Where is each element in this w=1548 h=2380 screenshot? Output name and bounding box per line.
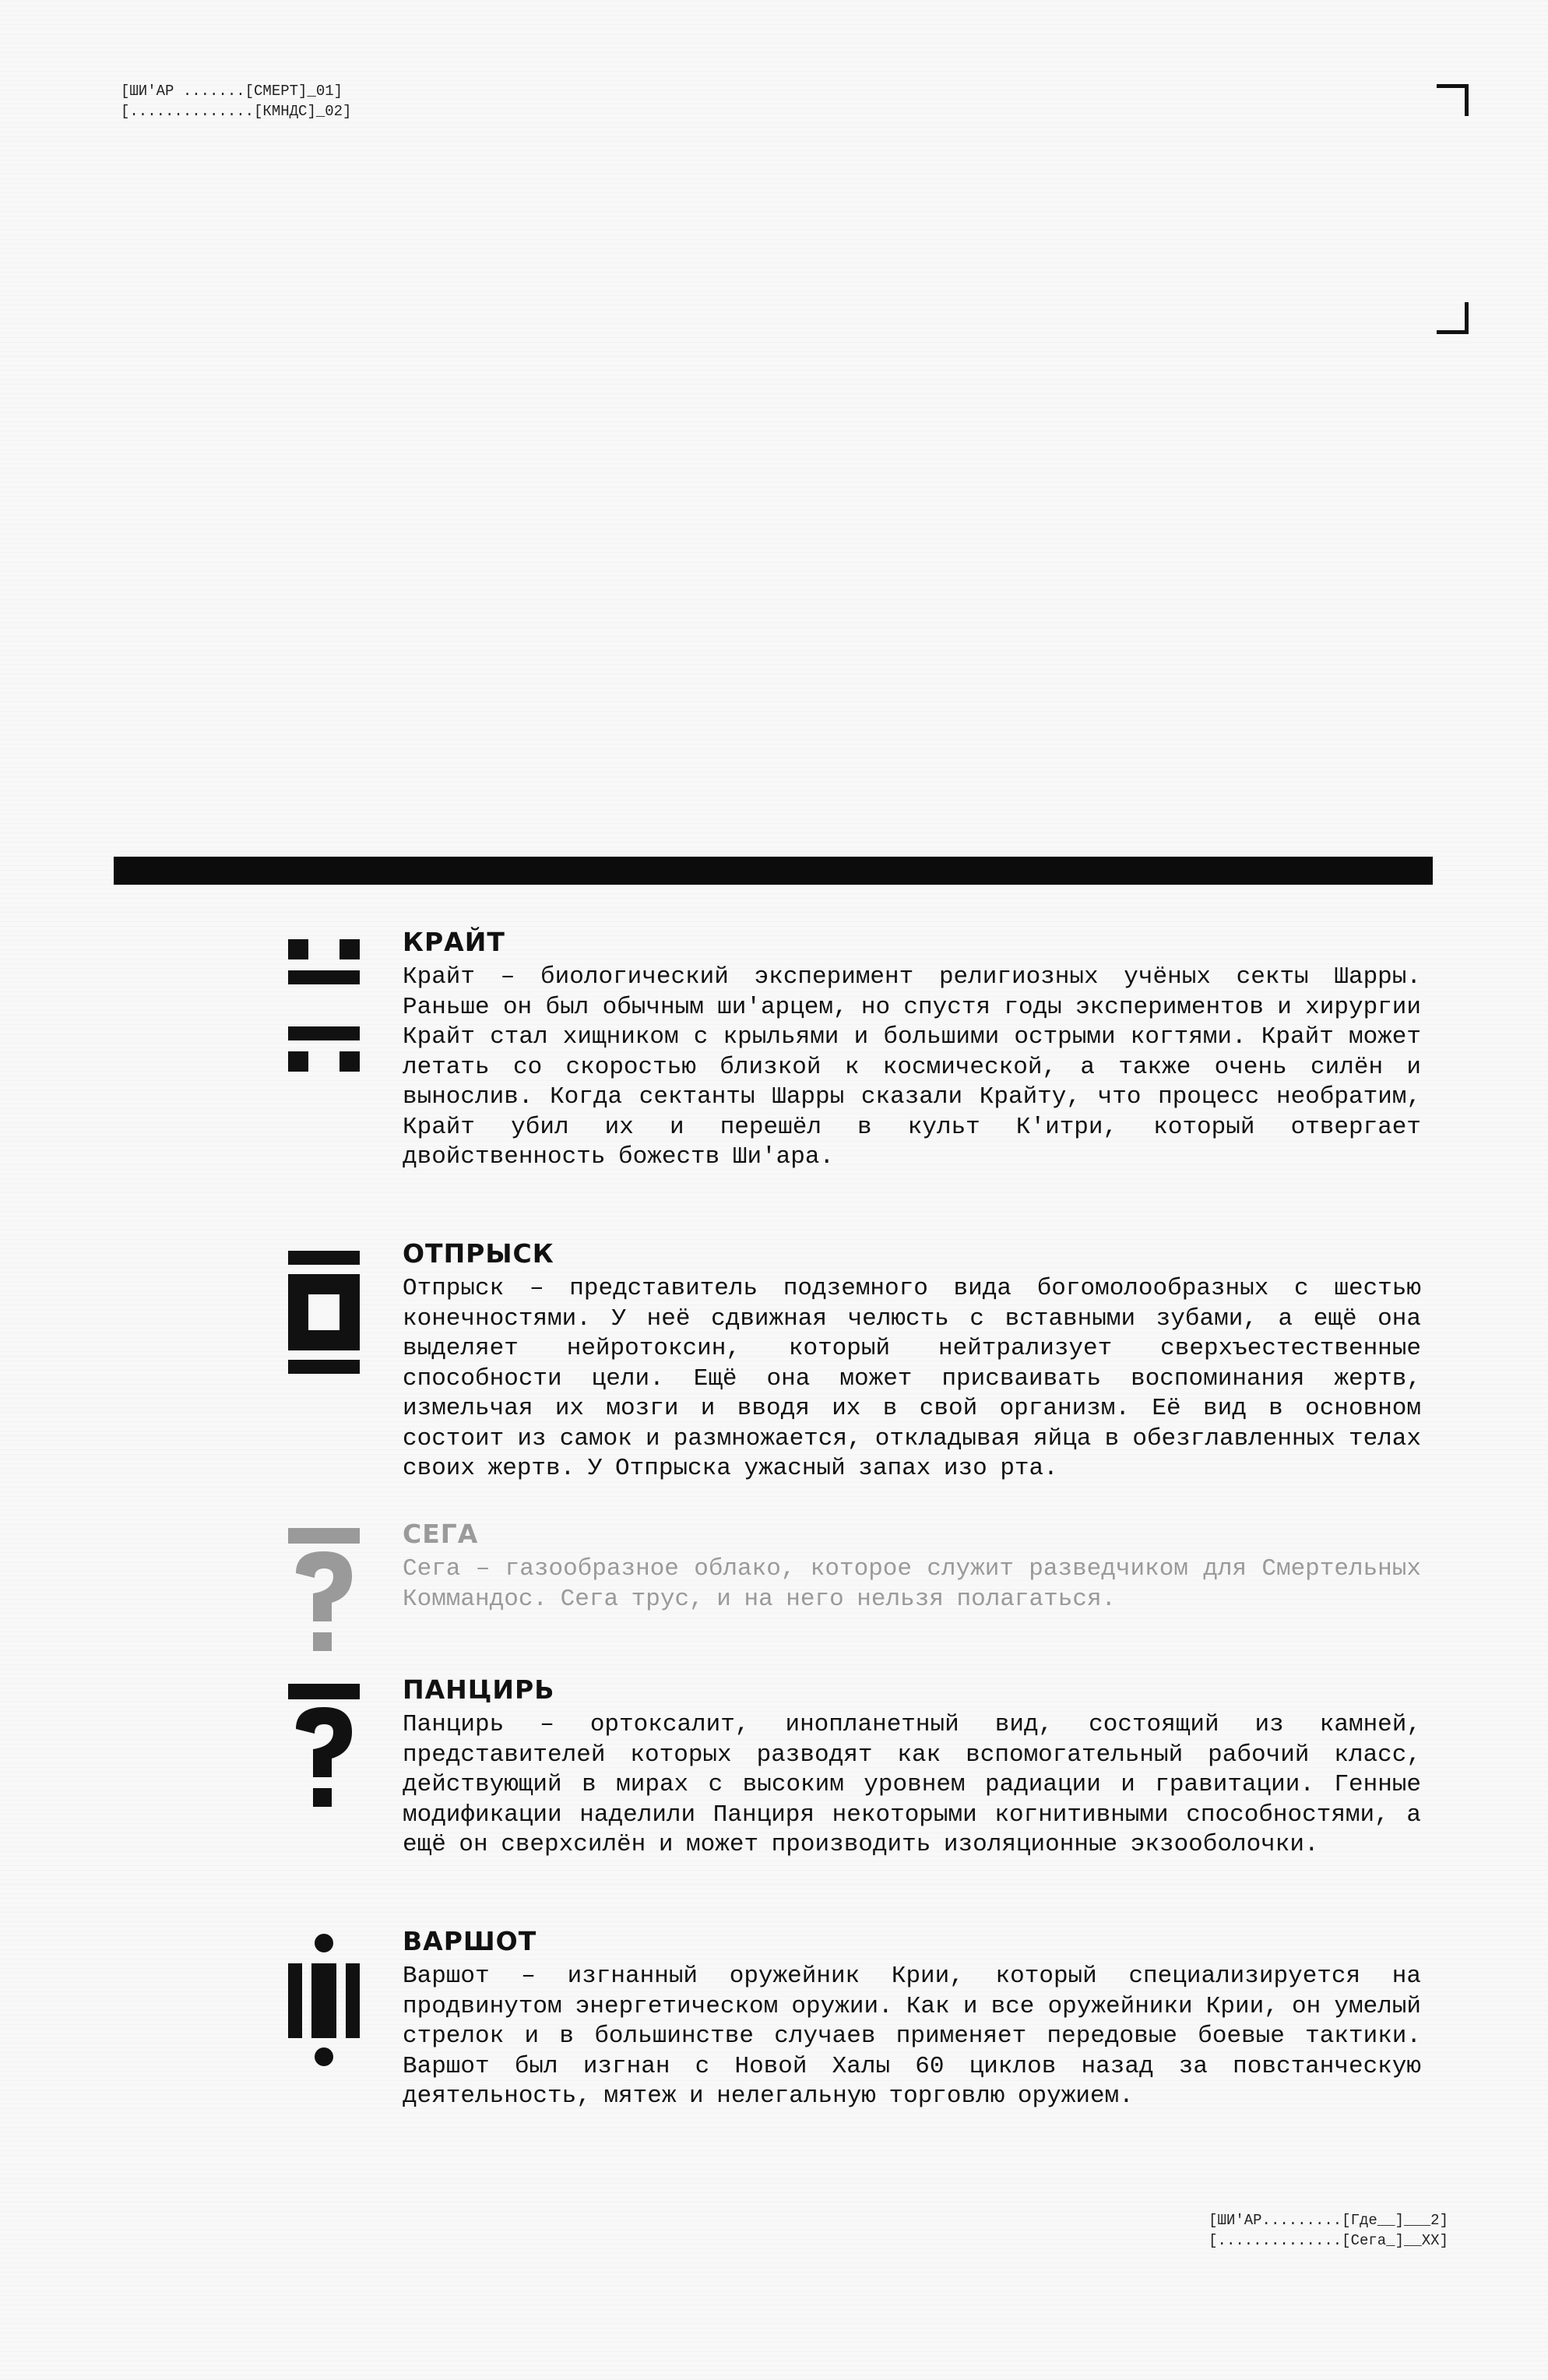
footer-code-line-2: [..............[Сега_]__XX]: [1208, 2232, 1448, 2249]
entry-shell-title: ПАНЦИРЬ: [403, 1674, 555, 1705]
warshot-glyph-icon: [285, 1932, 363, 2076]
header-code-line-2: [..............[КМНДС]_02]: [121, 103, 352, 120]
entry-spawn-text: Отпрыск – представитель подземного вида богомолообразных с шестью конечностями. У неё сдвижная челюсть с вставными зубами, а ещё она выделяет нейротоксин, который нейтрализует сверхъестественные способности цели. Ещё она может присваивать воспоминания жертв, измельчая их мозги и вводя их в свой организм. Её вид в основном состоит из самок и размножается, откладывая яйца в обезглавленных телах своих жертв. У Отпрыска ужасный запах изо рта.: [403, 1275, 1421, 1482]
entry-sega-title: СЕГА: [403, 1519, 479, 1549]
entry-spawn-content: [403, 1238, 1421, 1484]
entry-kryte-content: [403, 927, 1421, 1173]
entry-sega-content: [403, 1519, 1421, 1614]
sega-glyph-icon: [285, 1525, 363, 1669]
shell-glyph-icon: [285, 1681, 363, 1825]
divider-bar: [114, 857, 1433, 885]
entry-kryte-title: КРАЙТ: [403, 927, 505, 957]
entry-warshot-title: ВАРШОТ: [403, 1926, 537, 1956]
spawn-glyph-icon: [285, 1248, 363, 1392]
header-code-block: [121, 81, 351, 121]
entry-warshot-text: Варшот – изгнанный оружейник Крии, который специализируется на продвинутом энергетическом оружии. Как и все оружейники Крии, он умелый стрелок и в большинстве случаев применяет передовые боевые тактики. Варшот был изгнан с Новой Халы 60 циклов назад за повстанческую деятельность, мятеж и нелегальную торговлю оружием.: [403, 1963, 1421, 2110]
entry-shell-content: [403, 1674, 1421, 1861]
entry-sega-text: Сега – газообразное облако, которое служит разведчиком для Смертельных Коммандос. Сега трус, и на него нельзя полагаться.: [403, 1555, 1421, 1613]
entry-kryte-text: Крайт – биологический эксперимент религиозных учёных секты Шарры. Раньше он был обычным ши'арцем, но спустя годы экспериментов и хирургии Крайт стал хищником с крыльями и большими острыми когтями. Крайт может летать со скоростью близкой к космической, а также очень силён и вынослив. Когда сектанты Шарры сказали Крайту, что процесс необратим, Крайт убил их и перешёл в культ К'итри, который отвергает двойственность божеств Ши'ара.: [403, 963, 1421, 1171]
entry-warshot-content: [403, 1926, 1421, 2112]
entry-shell-text: Панцирь – ортоксалит, инопланетный вид, состоящий из камней, представителей которых разводят как вспомогательный рабочий класс, действующий в мирах с высоким уровнем радиации и гравитации. Генные модификации наделили Панциря некоторыми когнитивными способностями, а ещё он сверхсилён и может производить изоляционные экзооболочки.: [403, 1711, 1421, 1858]
kryte-glyph-icon: [285, 936, 363, 1080]
footer-code-line-1: [ШИ'АР.........[Где__]___2]: [1208, 2212, 1448, 2229]
entry-spawn-title: ОТПРЫСК: [403, 1238, 554, 1269]
header-code-line-1: [ШИ'АР .......[СМЕРТ]_01]: [121, 83, 343, 100]
footer-code-block: [1208, 2210, 1448, 2251]
corner-mark-top: [1437, 84, 1469, 116]
corner-mark-bottom: [1437, 302, 1469, 334]
